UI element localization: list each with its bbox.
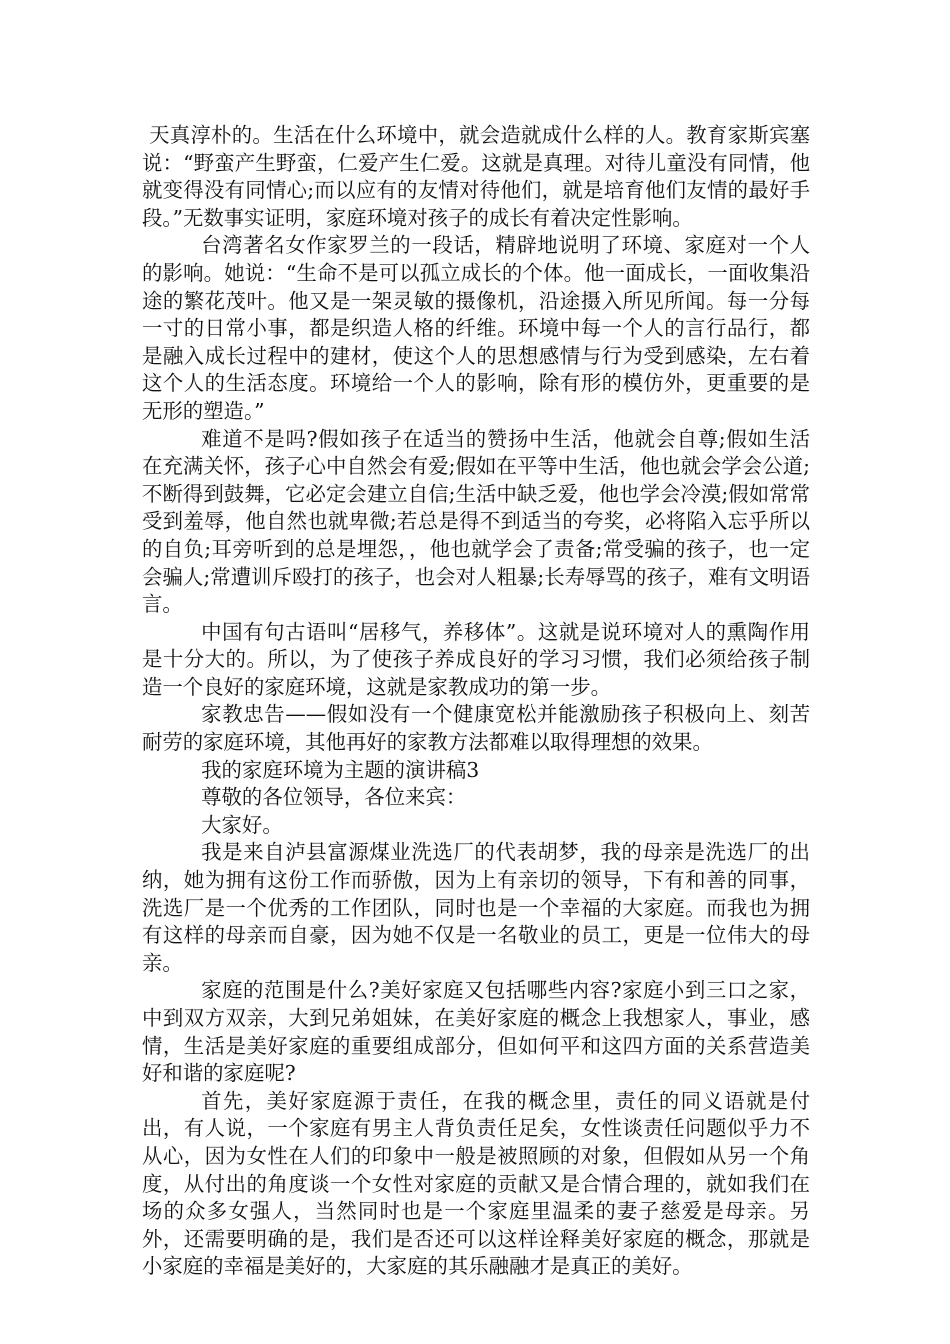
paragraph-10: 家庭的范围是什么?美好家庭又包括哪些内容?家庭小到三口之家，中到双方双亲，大到兄弟姐妹，在美好家庭的概念上我想家人，事业，感情，生活是美好家庭的重要组成部分，但如何平和这四方面的关系营造美好和谐的家庭呢? — [142, 978, 810, 1086]
speech-title: 我的家庭环境为主题的演讲稿3 — [201, 757, 480, 782]
paragraph-1: 天真淳朴的。生活在什么环境中，就会造就成什么样的人。教育家斯宾塞说：“野蛮产生野蛮，仁爱产生仁爱。这就是真理。对待儿童没有同情，他就变得没有同情心;而以应有的友情对待他们，就是培育他们友情的最好手段。”无数事实证明，家庭环境对孩子的成长有着决定性影响。 — [142, 123, 810, 230]
salutation: 尊敬的各位领导，各位来宾： — [201, 785, 467, 810]
paragraph-2: 台湾著名女作家罗兰的一段话，精辟地说明了环境、家庭对一个人的影响。她说：“生命不是可以孤立成长的个体。他一面成长，一面收集沿途的繁花茂叶。他又是一架灵敏的摄像机，沿途摄入所见所闻。每一分每一寸的日常小事，都是织造人格的纤维。环境中每一个人的言行品行，都是融入成长过程中的建材，使这个人的思想感情与行为受到感染，左右着这个人的生活态度。环境给一个人的影响，除有形的模仿外，更重要的是无形的塑造。” — [142, 233, 810, 423]
document-body — [142, 122, 810, 1281]
paragraph-9: 我是来自泸县富源煤业洗选厂的代表胡梦，我的母亲是洗选厂的出纳，她为拥有这份工作而骄傲，因为上有亲切的领导，下有和善的同事，洗选厂是一个优秀的工作团队，同时也是一个幸福的大家庭。而我也为拥有这样的母亲而自豪，因为她不仅是一名敬业的员工，更是一位伟大的母亲。 — [142, 840, 810, 975]
greeting: 大家好。 — [201, 812, 283, 837]
paragraph-4: 中国有句古语叫“居移气，养移体”。这就是说环境对人的熏陶作用是十分大的。所以，为了使孩子养成良好的学习习惯，我们必须给孩子制造一个良好的家庭环境，这就是家教成功的第一步。 — [142, 619, 810, 699]
paragraph-3: 难道不是吗?假如孩子在适当的赞扬中生活，他就会自尊;假如生活在充满关怀，孩子心中自然会有爱;假如在平等中生活，他也就会学会公道;不断得到鼓舞，它必定会建立自信;生活中缺乏爱，他也学会冷漠;假如常常受到羞辱，他自然也就卑微;若总是得不到适当的夸奖，必将陷入忘乎所以的自负;耳旁听到的总是埋怨，，他也就学会了责备;常受骗的孩子，也一定会骗人;常遭训斥殴打的孩子，也会对人粗暴;长寿辱骂的孩子，难有文明语言。 — [142, 426, 810, 617]
paragraph-11: 首先，美好家庭源于责任，在我的概念里，责任的同义语就是付出，有人说，一个家庭有男主人背负责任足矣，女性谈责任问题似乎力不从心，因为女性在人们的印象中一般是被照顾的对象，但假如从另一个角度，从付出的角度谈一个女性对家庭的贡献又是合情合理的，就如我们在场的众多女强人，当然同时也是一个家庭里温柔的妻子慈爱是母亲。另外，还需要明确的是，我们是否还可以这样诠释美好家庭的概念，那就是小家庭的幸福是美好的，大家庭的其乐融融才是真正的美好。 — [142, 1088, 810, 1279]
paragraph-5: 家教忠告——假如没有一个健康宽松并能激励孩子积极向上、刻苦耐劳的家庭环境，其他再好的家教方法都难以取得理想的效果。 — [142, 702, 810, 755]
